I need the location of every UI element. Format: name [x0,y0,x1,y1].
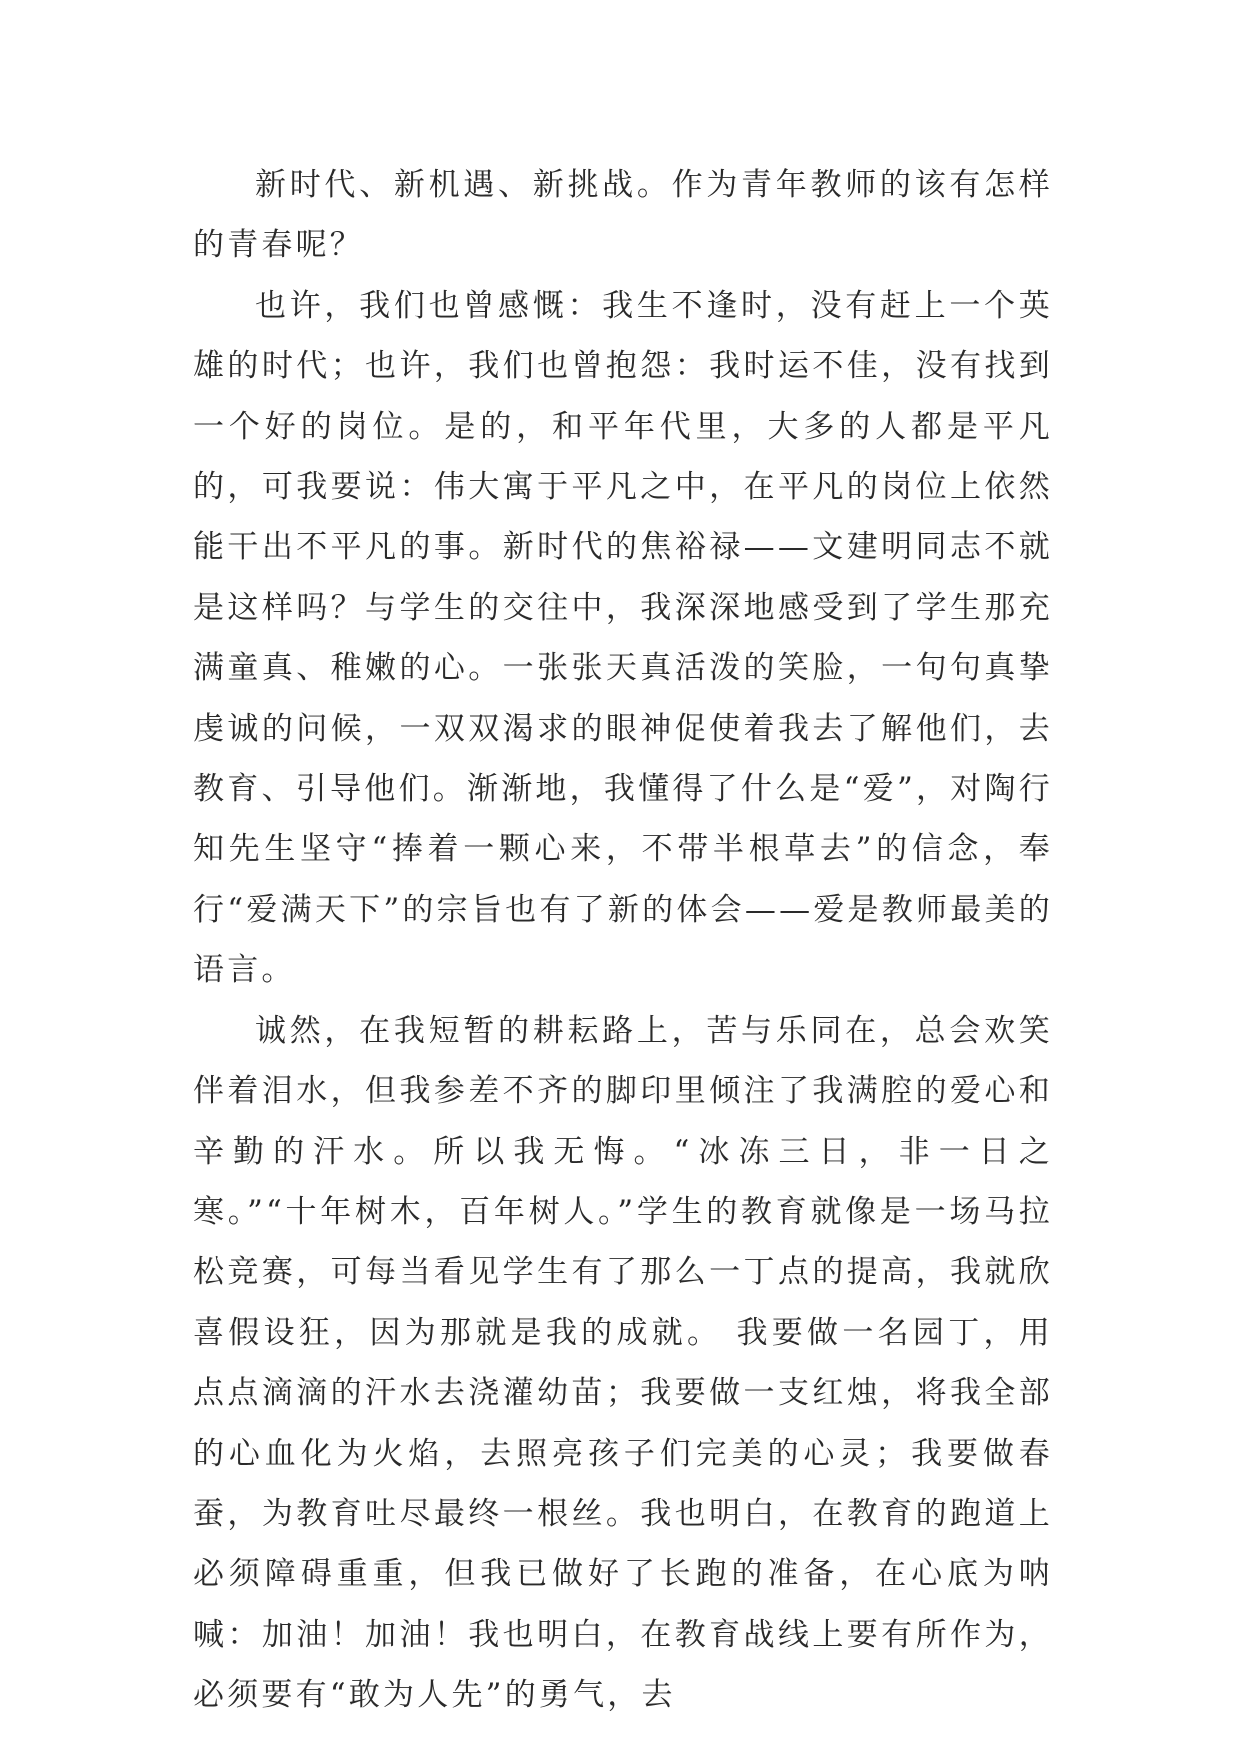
paragraph-2: 也许，我们也曾感慨：我生不逢时，没有赶上一个英雄的时代；也许，我们也曾抱怨：我时运不佳，没有找到一个好的岗位。是的，和平年代里，大多的人都是平凡的，可我要说：伟大寓于平凡之中，在平凡的岗位上依然能干出不平凡的事。新时代的焦裕禄——文建明同志不就是这样吗？与学生的交往中，我深深地感受到了学生那充满童真、稚嫩的心。一张张天真活泼的笑脸，一句句真挚虔诚的问候，一双双渴求的眼神促使着我去了解他们，去教育、引导他们。渐渐地，我懂得了什么是“爱”，对陶行知先生坚守“捧着一颗心来，不带半根草去”的信念，奉行“爱满天下”的宗旨也有了新的体会——爱是教师最美的语言。 [193,287,1053,989]
paragraph-1: 新时代、新机遇、新挑战。作为青年教师的该有怎样的青春呢？ [193,167,1053,264]
body-text [193,155,1053,1726]
paragraph-3: 诚然，在我短暂的耕耘路上，苦与乐同在，总会欢笑伴着泪水，但我参差不齐的脚印里倾注了我满腔的爱心和辛勤的汗水。所以我无悔。“冰冻三日，非一日之寒。”“十年树木，百年树人。”学生的教育就像是一场马拉松竞赛，可每当看见学生有了那么一丁点的提高，我就欣喜假设狂，因为那就是我的成就。 我要做一名园丁，用点点滴滴的汗水去浇灌幼苗；我要做一支红烛，将我全部的心血化为火焰，去照亮孩子们完美的心灵；我要做春蚕，为教育吐尽最终一根丝。我也明白，在教育的跑道上必须障碍重重，但我已做好了长跑的准备，在心底为呐喊：加油！加油！我也明白，在教育战线上要有所作为，必须要有“敢为人先”的勇气，去 [193,1012,1053,1714]
